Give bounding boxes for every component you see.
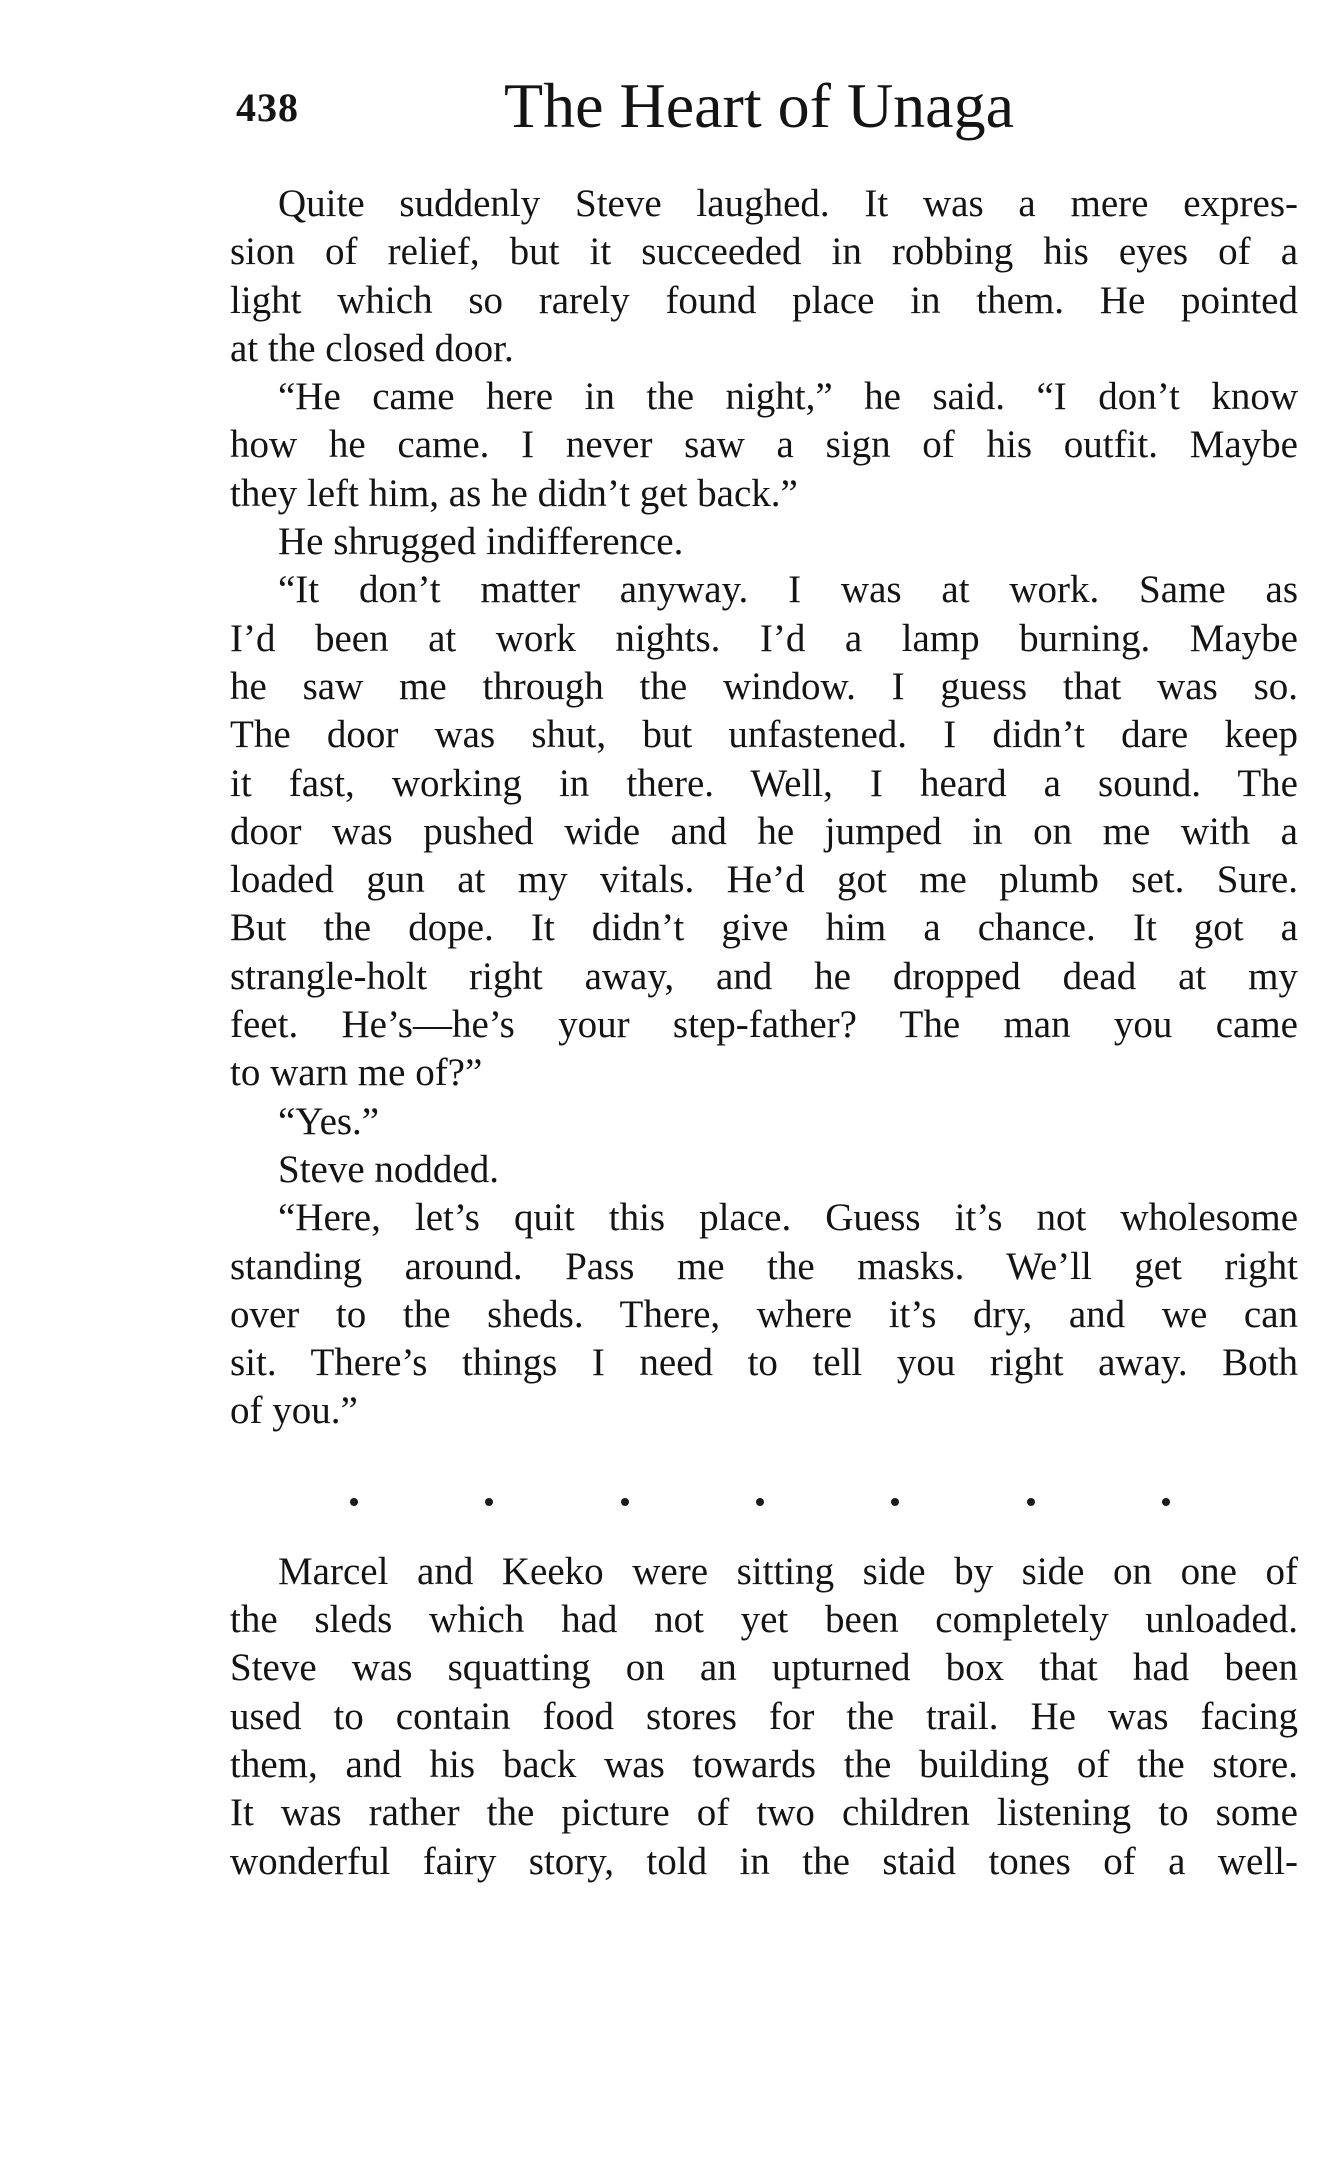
page-number: 438 [236,85,299,130]
text-line: at the closed door. [230,326,514,370]
text-line: it fast, working in there. Well, I heard a sound. The [230,761,1298,805]
text-section-1 [230,180,1298,1436]
separator-dot [756,1498,764,1506]
separator-dot [1162,1498,1170,1506]
text-line: wonderful fairy story, told in the staid tones of a well- [230,1839,1298,1883]
text-line: over to the sheds. There, where it’s dry, and we can [230,1292,1298,1336]
text-line: It was rather the picture of two children listening to some [230,1791,1298,1835]
running-title: The Heart of Unaga [504,70,1014,141]
text-line: of you.” [230,1389,358,1433]
text-line: But the dope. It didn’t give him a chance. It got a [230,906,1298,950]
separator-dot [891,1498,899,1506]
text-line: “Yes.” [278,1099,380,1143]
text-line: he saw me through the window. I guess that was so. [230,664,1298,708]
text-line: them, and his back was towards the building of the store. [230,1742,1298,1786]
text-line: The door was shut, but unfastened. I didn’t dare keep [230,713,1298,757]
separator-dot [485,1498,493,1506]
text-line: feet. He’s—he’s your step-father? The man you came [230,1003,1298,1047]
text-line: door was pushed wide and he jumped in on me with a [230,809,1298,853]
text-line: sion of relief, but it succeeded in robbing his eyes of a [230,230,1298,274]
text-line: Steve was squatting on an upturned box that had been [230,1646,1298,1690]
text-line: standing around. Pass me the masks. We’ll get right [230,1244,1298,1288]
separator-dot [350,1498,358,1506]
page-header [236,66,1296,146]
section-break-dots [350,1456,1170,1548]
text-line: strangle-holt right away, and he dropped dead at my [230,954,1298,998]
separator-dot [621,1498,629,1506]
text-line: they left him, as he didn’t get back.” [230,471,798,515]
text-line: sit. There’s things I need to tell you right away. Both [230,1341,1298,1385]
text-line: loaded gun at my vitals. He’d got me plumb set. Sure. [230,858,1298,902]
text-section-2 [230,1548,1298,1886]
text-line: the sleds which had not yet been completely unloaded. [230,1598,1298,1642]
text-line: “It don’t matter anyway. I was at work. Same as [278,568,1298,612]
separator-dot [1027,1498,1035,1506]
text-line: “Here, let’s quit this place. Guess it’s not wholesome [278,1196,1298,1240]
text-line: Steve nodded. [278,1147,499,1191]
text-line: to warn me of?” [230,1051,483,1095]
text-line: “He came here in the night,” he said. “I don’t know [278,375,1298,419]
text-line: how he came. I never saw a sign of his outfit. Maybe [230,423,1298,467]
text-line: Marcel and Keeko were sitting side by side on one of [278,1549,1298,1593]
text-line: used to contain food stores for the trail. He was facing [230,1694,1298,1738]
text-line: light which so rarely found place in them. He pointed [230,278,1298,322]
text-line: Quite suddenly Steve laughed. It was a mere expres- [278,182,1298,225]
body-text [230,180,1298,1886]
text-line: He shrugged indifference. [278,520,684,564]
text-line: I’d been at work nights. I’d a lamp burning. Maybe [230,616,1298,660]
